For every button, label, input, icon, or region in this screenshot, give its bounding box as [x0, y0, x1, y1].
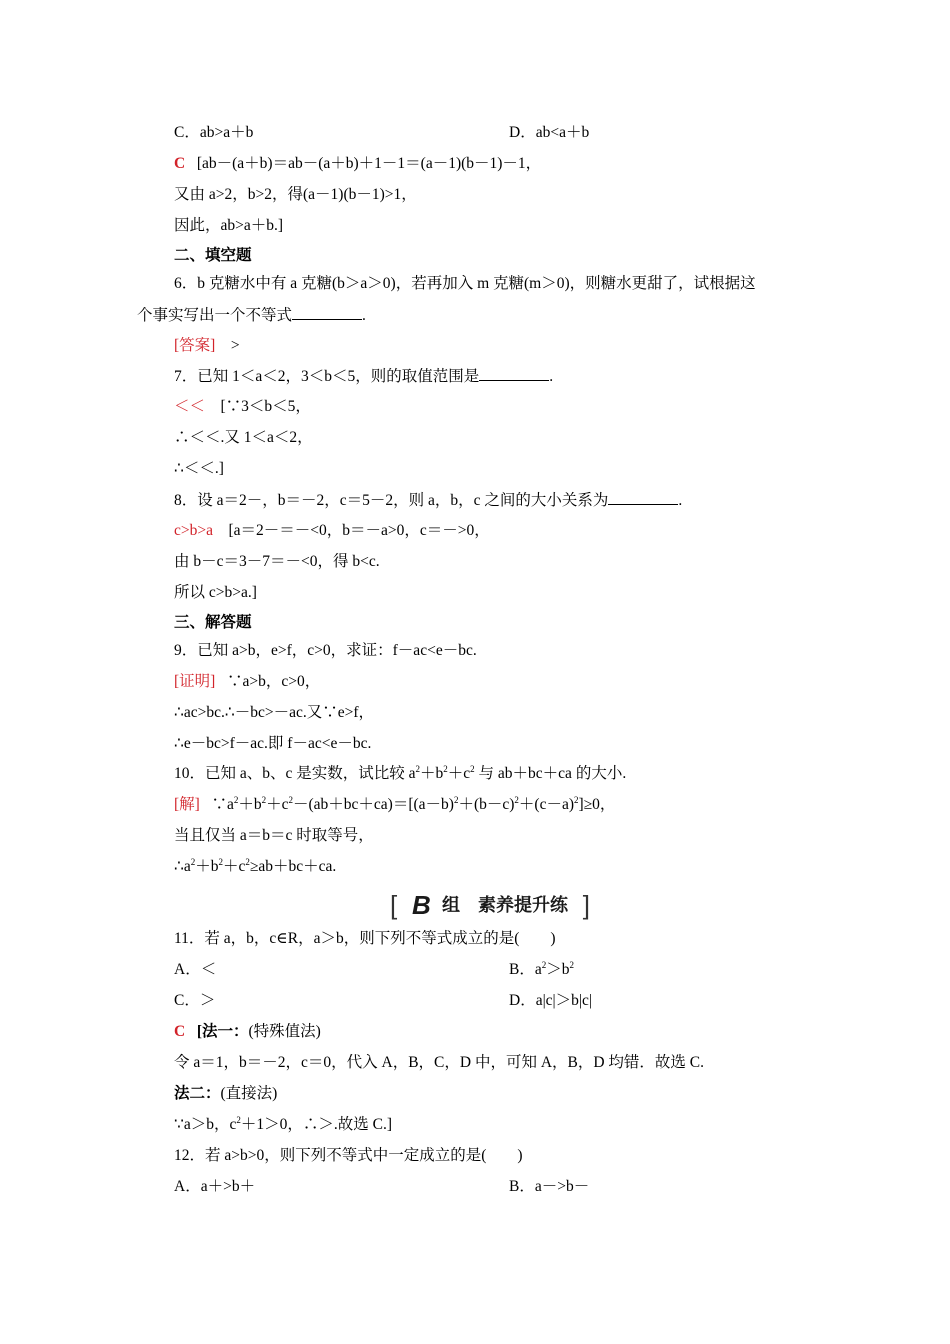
solution-part: ≥ab＋bc＋ca.	[249, 858, 337, 875]
section-heading-fill-blank: 二、填空题	[174, 247, 252, 264]
q6-text-line2	[137, 305, 366, 326]
q7-text	[174, 366, 553, 387]
method-one-label: [法一：	[196, 1023, 249, 1040]
answer-text: [ab－(a＋b)＝ab－(a＋b)＋1－1＝(a－1)(b－1)－1，	[196, 155, 542, 172]
answer-text: [a＝2－＝－<0，b＝－a>0，c＝－>0，	[228, 522, 490, 539]
superscript: 2	[569, 960, 574, 970]
q12-option-a: A．a＋>b＋	[174, 1178, 256, 1195]
option-part: B．a	[509, 961, 542, 978]
q7-answer-line2: ∴＜＜.又 1＜a＜2，	[174, 429, 313, 446]
q10-part: 与 ab＋bc＋ca 的大小.	[474, 765, 627, 782]
q11-text: 11．若 a，b，c∈R，a＞b，则下列不等式成立的是( )	[174, 930, 556, 947]
q6-text: 6．b 克糖水中有 a 克糖(b＞a＞0)，若再加入 m 克糖(m＞0)，则糖水更甜了，试根据这	[174, 275, 756, 292]
q11-option-c: C．＞	[174, 992, 216, 1009]
banner-right-bracket: ]	[582, 890, 590, 920]
solution-tag: [解]	[174, 796, 200, 813]
solution-part: －(ab＋bc＋ca)＝[(a－b)	[293, 796, 454, 813]
superscript: 2	[415, 764, 421, 774]
answer-red: c>b>a	[174, 522, 213, 539]
q8-text	[174, 490, 682, 511]
solution-part: ＋b	[195, 858, 219, 875]
group-b-mark: B	[412, 890, 430, 920]
q9-proof-line2: ∴ac>bc.∴－bc>－ac.又∵e>f，	[174, 704, 375, 721]
solution-part: ∵a	[211, 796, 234, 813]
q10-solution-line3	[174, 857, 336, 877]
q5-answer-line2: 又由 a>2，b>2，得(a－1)(b－1)>1，	[174, 186, 417, 203]
answer-text: >	[230, 337, 240, 354]
superscript: 2	[218, 857, 224, 867]
q11-method-one: 令 a＝1，b＝－2，c＝0，代入 A，B，C，D 中，可知 A，B，D 均错．故选 C.	[174, 1054, 705, 1071]
q10-part: ＋b	[420, 765, 444, 782]
superscript: 2	[514, 795, 519, 805]
method-one-name: (特殊值法)	[248, 1023, 321, 1040]
q6-answer	[174, 336, 240, 356]
answer-blank	[292, 305, 362, 320]
answer-blank	[608, 490, 678, 505]
solution-part: ＋(b－c)	[458, 796, 515, 813]
q12-text: 12．若 a>b>0，则下列不等式中一定成立的是( )	[174, 1147, 523, 1164]
q5-answer-line3: 因此，ab>a＋b.]	[174, 217, 284, 234]
q10-text	[174, 764, 626, 784]
proof-text: ∵a>b，c>0，	[226, 673, 321, 690]
q8-period: .	[678, 492, 683, 509]
q10-part: ＋c	[447, 765, 471, 782]
q5-option-d: D．ab<a＋b	[509, 124, 590, 141]
q7-answer-line3: ∴＜＜.]	[174, 460, 224, 477]
q10-solution-line2: 当且仅当 a＝b＝c 时取等号，	[174, 827, 374, 844]
superscript: 2	[190, 857, 196, 867]
q11-option-b	[509, 960, 574, 980]
banner-title: 组 素养提升练	[442, 895, 568, 915]
q6-text-part: 个事实写出一个不等式	[137, 307, 293, 324]
method-two-part: ∵a＞b，c	[174, 1116, 237, 1133]
q7-answer	[174, 397, 311, 417]
superscript: 2	[233, 795, 239, 805]
answer-blank	[479, 366, 549, 381]
superscript: 2	[236, 1115, 241, 1125]
q11-answer	[174, 1022, 321, 1042]
solution-part: ＋(c－a)	[518, 796, 575, 813]
q6-period: .	[362, 307, 366, 324]
q9-proof-line3: ∴e－bc>f－ac.即 f－ac<e－bc.	[174, 735, 372, 752]
solution-part: ＋c	[266, 796, 289, 813]
method-two-name: (直接法)	[220, 1085, 278, 1102]
method-two-part: ＋1＞0，∴＞.故选 C.]	[240, 1116, 393, 1133]
q10-solution	[174, 795, 615, 815]
solution-part: ＋c	[223, 858, 246, 875]
q5-option-c: C．ab>a＋b	[174, 124, 254, 141]
answer-tag: [答案]	[174, 337, 216, 354]
q7-question: 7．已知 1＜a＜2，3＜b＜5，则的取值范围是	[174, 368, 480, 385]
q10-part: 10．已知 a、b、c 是实数，试比较 a	[174, 765, 416, 782]
q11-option-a: A．＜	[174, 961, 217, 978]
q5-answer	[174, 154, 541, 174]
superscript: 2	[245, 857, 250, 867]
q8-answer	[174, 521, 490, 541]
q7-period: .	[549, 368, 554, 385]
option-part: ＞b	[546, 961, 570, 978]
answer-letter: C	[174, 1023, 186, 1040]
solution-part: ]≥0，	[578, 796, 616, 813]
q11-option-d: D．a|c|＞b|c|	[509, 992, 592, 1009]
method-two-label: 法二：	[174, 1085, 221, 1102]
superscript: 2	[443, 764, 448, 774]
q12-option-b: B．a－>b－	[509, 1178, 590, 1195]
q8-question: 8．设 a＝2－，b＝－2，c＝5－2，则 a，b，c 之间的大小关系为	[174, 492, 609, 509]
section-heading-solutions: 三、解答题	[174, 614, 252, 631]
q8-answer-line3: 所以 c>b>a.]	[174, 584, 257, 601]
banner-left-bracket: [	[390, 890, 398, 920]
answer-red: ＜＜	[174, 398, 206, 415]
solution-part: ＋b	[238, 796, 262, 813]
superscript: 2	[453, 795, 459, 805]
proof-tag: [证明]	[174, 673, 216, 690]
answer-letter: C	[174, 155, 186, 172]
q9-proof	[174, 672, 320, 692]
superscript: 2	[574, 795, 579, 805]
superscript: 2	[288, 795, 293, 805]
solution-part: ∴a	[174, 858, 191, 875]
q11-method-two-heading	[174, 1084, 277, 1104]
q11-method-two	[174, 1115, 392, 1135]
q8-answer-line2: 由 b－c＝3－7＝－<0，得 b<c.	[174, 553, 380, 570]
group-b-banner	[390, 890, 590, 920]
q9-text: 9．已知 a>b，e>f，c>0，求证：f－ac<e－bc.	[174, 642, 477, 659]
superscript: 2	[261, 795, 267, 805]
answer-text: [∵3＜b＜5，	[220, 398, 311, 415]
superscript: 2	[541, 960, 547, 970]
superscript: 2	[470, 764, 475, 774]
